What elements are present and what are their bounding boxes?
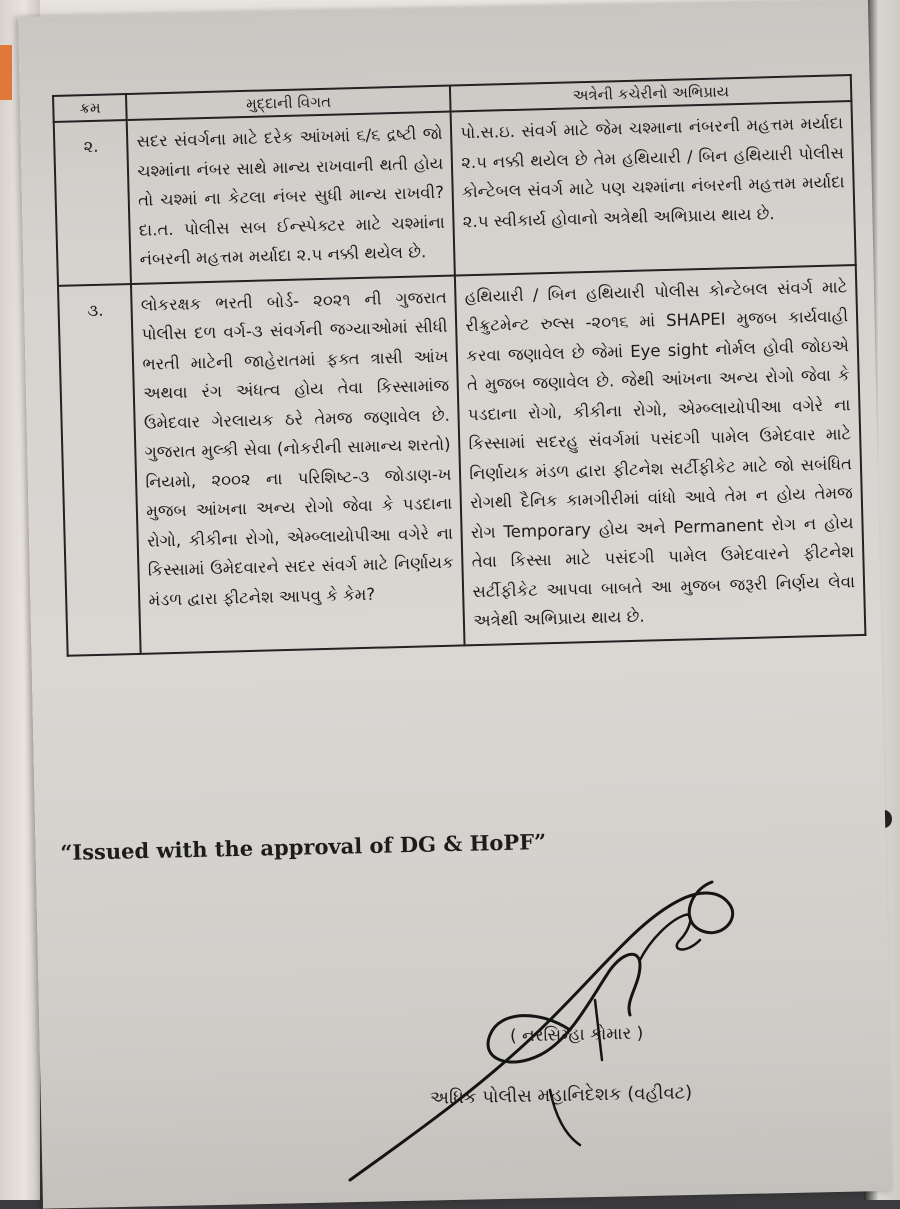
approval-note: “Issued with the approval of DG & HoPF” [60, 828, 547, 865]
row-serial: ૨. [54, 120, 132, 285]
row-issue-text: લોકરક્ષક ભરતી બોર્ડ- ૨૦૨૧ ની ગુજરાત પોલીસ દળ વર્ગ-૩ સંવર્ગની જગ્યાઓમાં સીધી ભરતી માટેની જાહેરાતમાં ફક્ત ત્રાસી આંખ અથવા રંગ અંધત્વ હોય તેવા કિસ્સામાંજ ઉમેદવાર ગેરલાયક ઠરે તેમજ જણાવેલ છે. ગુજરાત મુલ્કી સેવા (નોકરીની સામાન્ય શરતો) નિયમો, ૨૦૦૨ ના પરિશિષ્ટ-૩ જોડાણ-ખ મુજબ આંખના અન્ય રોગો જેવા કે પડદાના રોગો, કીકીના રોગો, એમ્બ્લાયોપીઆ વગેરે ના કિસ્સામાં ઉમેદવારને સદર સંવર્ગ માટે નિર્ણાયક મંડળ દ્વારા ફીટનેશ આપવુ કે કેમ? [131, 275, 465, 653]
table-row [54, 101, 856, 285]
column-header-issue: મુદ્દાની વિગત [126, 86, 451, 120]
table-row [58, 265, 865, 656]
row-serial: ૩. [58, 283, 141, 655]
opinion-table [52, 74, 866, 656]
background-orange-object [0, 45, 12, 100]
row-opinion-text: પો.સ.ઇ. સંવર્ગ માટે જેમ ચશ્માના નંબરની મહત્તમ મર્યાદા ૨.૫ નક્કી થયેલ છે તેમ હથિયારી / બિન હથિયારી પોલીસ કોન્ટેબલ સંવર્ગ માટે પણ ચશ્માંના નંબરની મહત્તમ મર્યાદા ૨.૫ સ્વીકાર્ય હોવાનો અત્રેથી અભિપ્રાય થાય છે. [451, 101, 856, 275]
signatory-designation: અધિક પોલીસ મહાનિદેશક (વહીવટ) [429, 1082, 693, 1109]
row-issue-text: સદર સંવર્ગના માટે દરેક આંખમાં ૬/૬ દ્રષ્ટી જો ચશ્માંના નંબર સાથે માન્ય રાખવાની થતી હોય તો ચશ્માં ના કેટલા નંબર સુધી માન્ય રાખવી? દા.ત. પોલીસ સબ ઈન્સ્પેક્ટર માટે ચશ્માંના નંબરની મહત્તમ મર્યાદા ૨.૫ નક્કી થયેલ છે. [127, 112, 455, 284]
row-opinion-text: હથિયારી / બિન હથિયારી પોલીસ કોન્ટેબલ સંવર્ગ માટે રીક્રુટમેન્ટ રુલ્સ -૨૦૧૬ માં SHAPEI મુજબ કાર્યવાહી કરવા જણાવેલ છે જેમાં Eye sight નોર્મલ હોવી જોઇએ તે મુજબ જણાવેલ છે. જેથી આંખના અન્ય રોગો જેવા કે પડદાના રોગો, કીકીના રોગો, એમ્બ્લાયોપીઆ વગેરે ના કિસ્સામાં સદરહુ સંવર્ગમાં પસંદગી પામેલ ઉમેદવાર માટે નિર્ણાયક મંડળ દ્વારા ફીટનેશ સર્ટીફીકેટ માટે જો સબંધિત રોગથી દૈનિક કામગીરીમાં વાંધો આવે તેમ ન હોય તેમજ રોગ Temporary હોય અને Permanent રોગ ન હોય તેવા કિસ્સા માટે પસંદગી પામેલ ઉમેદવારને ફીટનેશ સર્ટીફીકેટ આપવા બાબતે આ મુજબ જરૂરી નિર્ણય લેવા અત્રેથી અભિપ્રાય થાય છે. [455, 265, 865, 645]
column-header-opinion: અત્રેની કચેરીનો અભિપ્રાય [450, 75, 851, 111]
column-header-serial: ક્રમ [53, 94, 127, 122]
signatory-name: ( નરસિમ્હા કોમાર ) [509, 1023, 644, 1047]
